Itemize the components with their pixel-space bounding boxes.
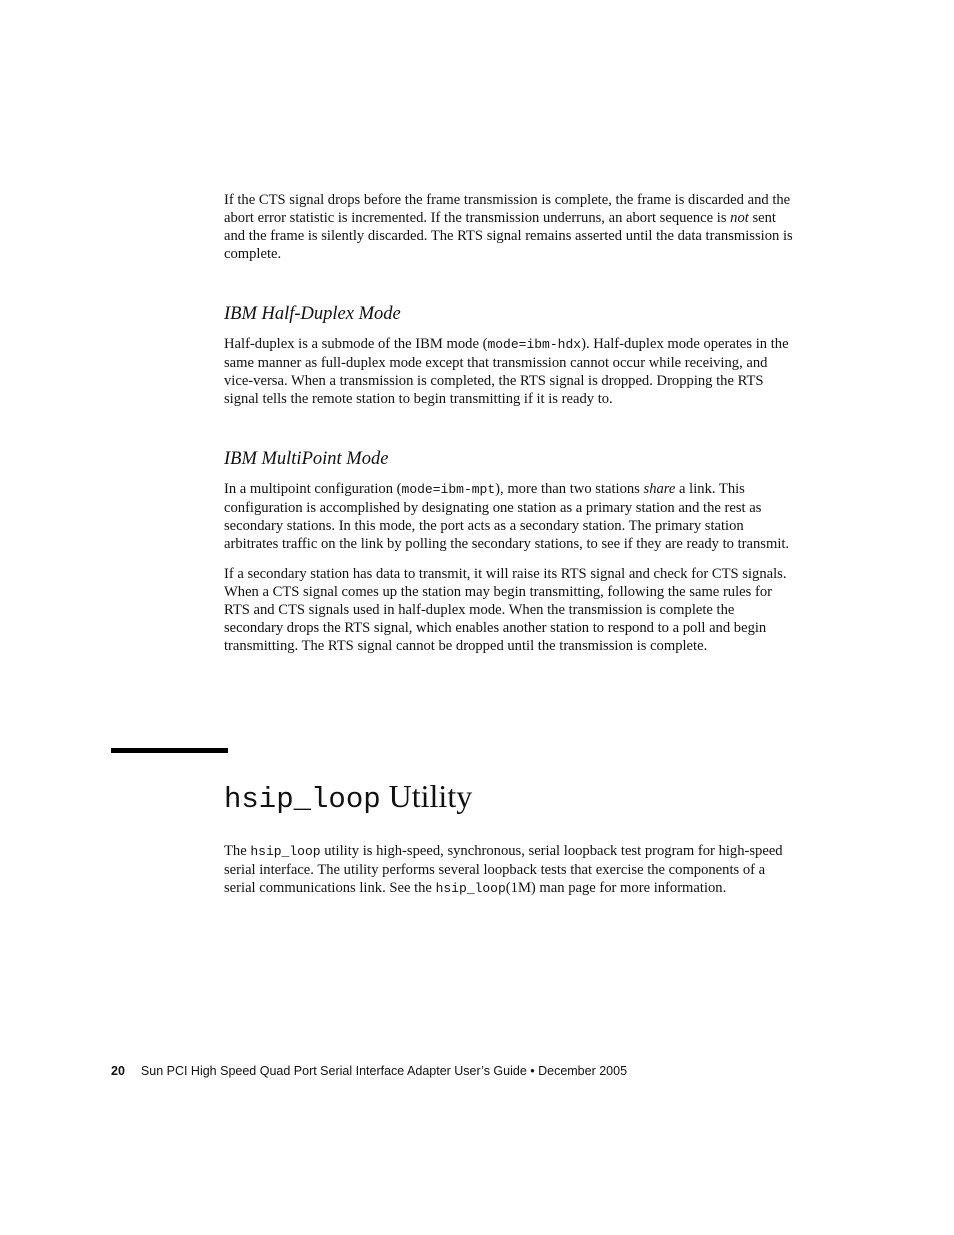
footer-text: Sun PCI High Speed Quad Port Serial Interface Adapter User’s Guide • December 2005 [140,1064,628,1078]
page-footer [111,1063,627,1079]
emphasis-share: share [643,481,676,497]
multipoint-paragraph-1: In a multipoint configuration (mode=ibm-mpt), more than two stations share a link. This configuration is accomplished by designating one station as a primary station and the rest as secondary stations. In this mode, the port acts as a secondary station. The primary station arbitrates traffic on the link by polling the secondary stations, to see if they are ready to transmit. [224,481,790,552]
section-rule [111,748,228,753]
utility-section [224,776,794,898]
code-hsip-loop-1: hsip_loop [250,844,321,859]
emphasis-not: not [730,210,749,226]
main-content [224,191,794,655]
half-duplex-paragraph: Half-duplex is a submode of the IBM mode (mode=ibm-hdx). Half-duplex mode operates in the same manner as full-duplex mode except that transmission cannot occur while receiving, and vice-versa. When a transmission is completed, the RTS signal is dropped. Dropping the RTS signal tells the remote station to begin transmitting if it is ready to. [224,336,789,407]
section-title-text: Utility [380,778,473,814]
intro-paragraph: If the CTS signal drops before the frame transmission is complete, the frame is discarded and the abort error statistic is incremented. If the transmission underruns, an abort sequence is not sent and the frame is silently discarded. The RTS signal remains asserted until the data transmission is complete. [224,192,793,262]
section-title [224,776,794,820]
section-title-code: hsip_loop [224,783,381,816]
utility-paragraph: The hsip_loop utility is high-speed, synchronous, serial loopback test program for high-speed serial interface. The utility performs several loopback tests that exercise the components of a serial communications link. See the hsip_loop(1M) man page for more information. [224,843,783,896]
heading-half-duplex: IBM Half-Duplex Mode [224,304,401,324]
code-hsip-loop-2: hsip_loop [435,881,506,896]
page-number: 20 [111,1064,125,1078]
code-mode-ibm-mpt: mode=ibm-mpt [401,482,496,497]
multipoint-paragraph-2: If a secondary station has data to transmit, it will raise its RTS signal and check for CTS signals. When a CTS signal comes up the station may begin transmitting, following the same rules for RTS and CTS signals used in half-duplex mode. When the transmission is complete the secondary drops the RTS signal, which enables another station to respond to a poll and begin transmitting. The RTS signal cannot be dropped until the transmission is complete. [224,566,787,654]
code-mode-ibm-hdx: mode=ibm-hdx [487,337,582,352]
heading-multipoint: IBM MultiPoint Mode [224,449,389,469]
